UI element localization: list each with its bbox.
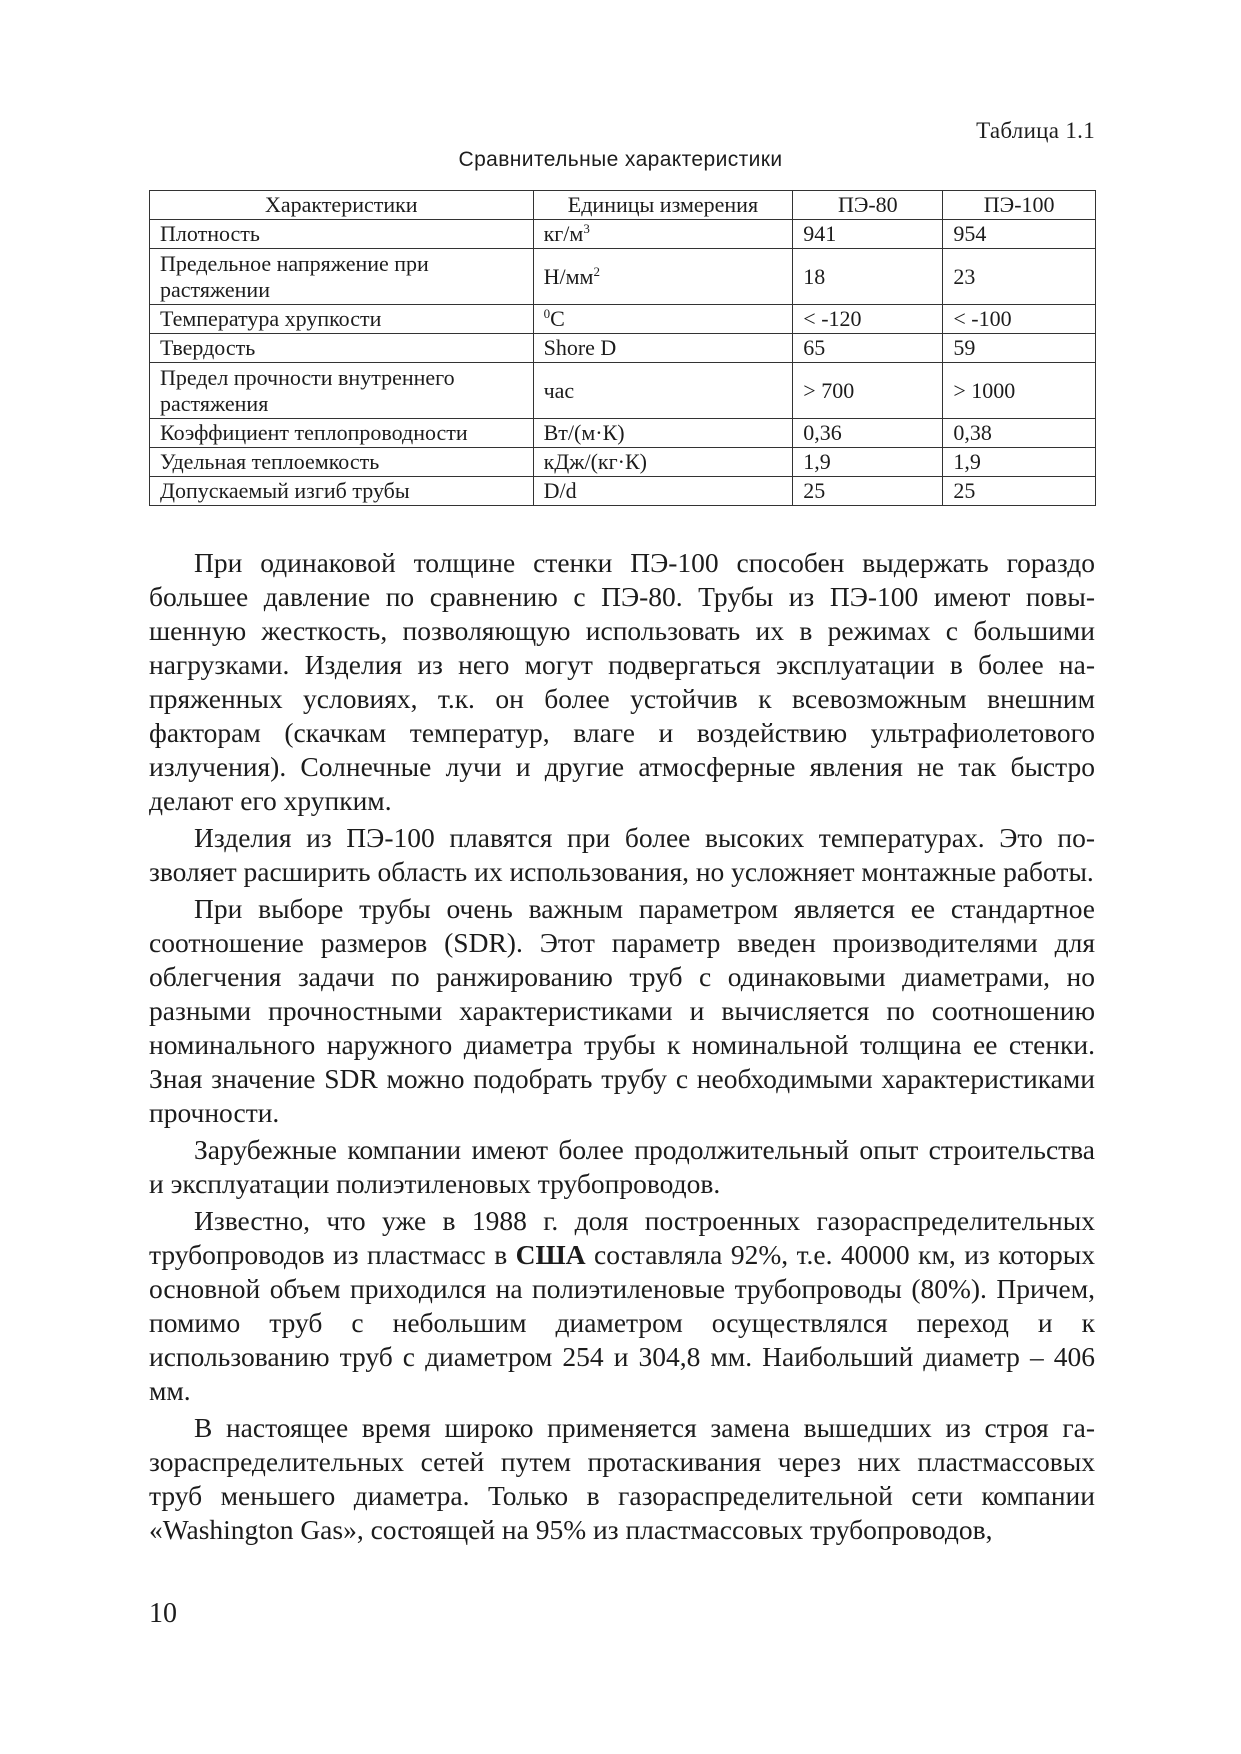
header-pe80: ПЭ-80 [793, 191, 943, 220]
row-pe100: < -100 [943, 305, 1096, 334]
row-pe100: 59 [943, 334, 1096, 363]
body-text [149, 546, 1095, 1547]
row-name: Удельная теплоемкость [150, 448, 534, 477]
row-name: Твердость [150, 334, 534, 363]
row-pe100: 954 [943, 220, 1096, 249]
row-unit: D/d [533, 477, 793, 506]
row-name: Коэффициент теплопроводности [150, 419, 534, 448]
row-unit: Shore D [533, 334, 793, 363]
table-row [150, 363, 1096, 419]
paragraph: При выборе трубы очень важным параметром является ее стандартное соотношение размеров (SDR). Этот параметр введен производителями для облегчения задачи по ранжированию труб с одинаковыми диаметрами, но разными прочностными характеристиками и вычисляется по соотношению номинального наружного диаметра трубы к номинальной толщина ее стенки. Зная значение SDR можно подобрать трубу с необходимыми характеристиками прочности. [149, 893, 1095, 1128]
header-pe100: ПЭ-100 [943, 191, 1096, 220]
row-pe80: 941 [793, 220, 943, 249]
row-pe80: 1,9 [793, 448, 943, 477]
row-unit: час [533, 363, 793, 419]
row-name: Плотность [150, 220, 534, 249]
row-name: Температура хрупкости [150, 305, 534, 334]
row-unit: кДж/(кг·К) [533, 448, 793, 477]
row-pe80: 18 [793, 249, 943, 305]
paragraph: Известно, что уже в 1988 г. доля построенных газораспределительных трубопроводов из пластмасс в США составляла 92%, т.е. 40000 км, из которых основной объем приходился на полиэтиленовые трубопроводы (80%). Причем, помимо труб с небольшим диаметром осуществлялся переход и к использованию труб с диаметром 254 и 304,8 мм. Наибольший диаметр – 406 мм. [149, 1205, 1096, 1406]
paragraph: Зарубежные компании имеют более продолжительный опыт строительства и эксплуатации полиэтиленовых трубопроводов. [149, 1134, 1095, 1199]
table-header-row [150, 191, 1096, 220]
table-row [150, 220, 1096, 249]
row-pe80: > 700 [793, 363, 943, 419]
row-unit: $Н/мм^2$ [533, 249, 793, 305]
row-pe80: 65 [793, 334, 943, 363]
row-pe80: < -120 [793, 305, 943, 334]
row-pe100: > 1000 [943, 363, 1096, 419]
row-pe80: 0,36 [793, 419, 943, 448]
page-number: 10 [149, 1598, 177, 1629]
row-unit: $^0$C [533, 305, 793, 334]
table-row [150, 477, 1096, 506]
row-name: Предел прочности внутреннего растяжения [150, 363, 534, 419]
header-unit: Единицы измерения [533, 191, 793, 220]
row-name: Допускаемый изгиб трубы [150, 477, 534, 506]
paragraph: В настоящее время широко применяется замена вышедших из строя газораспределительных сетей путем протаскивания через них пластмассовых труб меньшего диаметра. Только в газораспределительной сети компании «Washington Gas», состоящей на 95% из пластмассовых трубопроводов, [149, 1412, 1095, 1545]
row-pe100: 1,9 [943, 448, 1096, 477]
row-pe100: 23 [943, 249, 1096, 305]
table-row [150, 419, 1096, 448]
table-row [150, 305, 1096, 334]
table-row [150, 334, 1096, 363]
row-unit: Вт/(м·К) [533, 419, 793, 448]
paragraph: Изделия из ПЭ-100 плавятся при более высоких температурах. Это позволяет расширить область их использования, но усложняет монтажные работы. [149, 822, 1095, 887]
row-pe100: 0,38 [943, 419, 1096, 448]
header-characteristic: Характеристики [150, 191, 534, 220]
table-caption: Сравнительные характеристики [458, 148, 783, 171]
row-name: Предельное напряжение при растяжении [150, 249, 534, 305]
emphasis-usa: США [515, 1239, 586, 1270]
paragraph: При одинаковой толщине стенки ПЭ-100 способен выдержать гораздо большее давление по сравнению с ПЭ-80. Трубы из ПЭ-100 имеют повышенную жесткость, позволяющую использовать их в режимах с большими нагрузками. Изделия из него могут подвергаться эксплуатации в более напряженных условиях, т.к. он более устойчив к всевозможным внешним факторам (скачкам температур, влаге и воздействию ультрафиолетового излучения). Солнечные лучи и другие атмосферные явления не так быстро делают его хрупким. [149, 547, 1095, 816]
characteristics-table [149, 190, 1096, 506]
table-row [150, 249, 1096, 305]
row-unit: $кг/м^3$ [533, 220, 793, 249]
table-number: Таблица 1.1 [976, 118, 1095, 143]
row-pe100: 25 [943, 477, 1096, 506]
row-pe80: 25 [793, 477, 943, 506]
table-row [150, 448, 1096, 477]
